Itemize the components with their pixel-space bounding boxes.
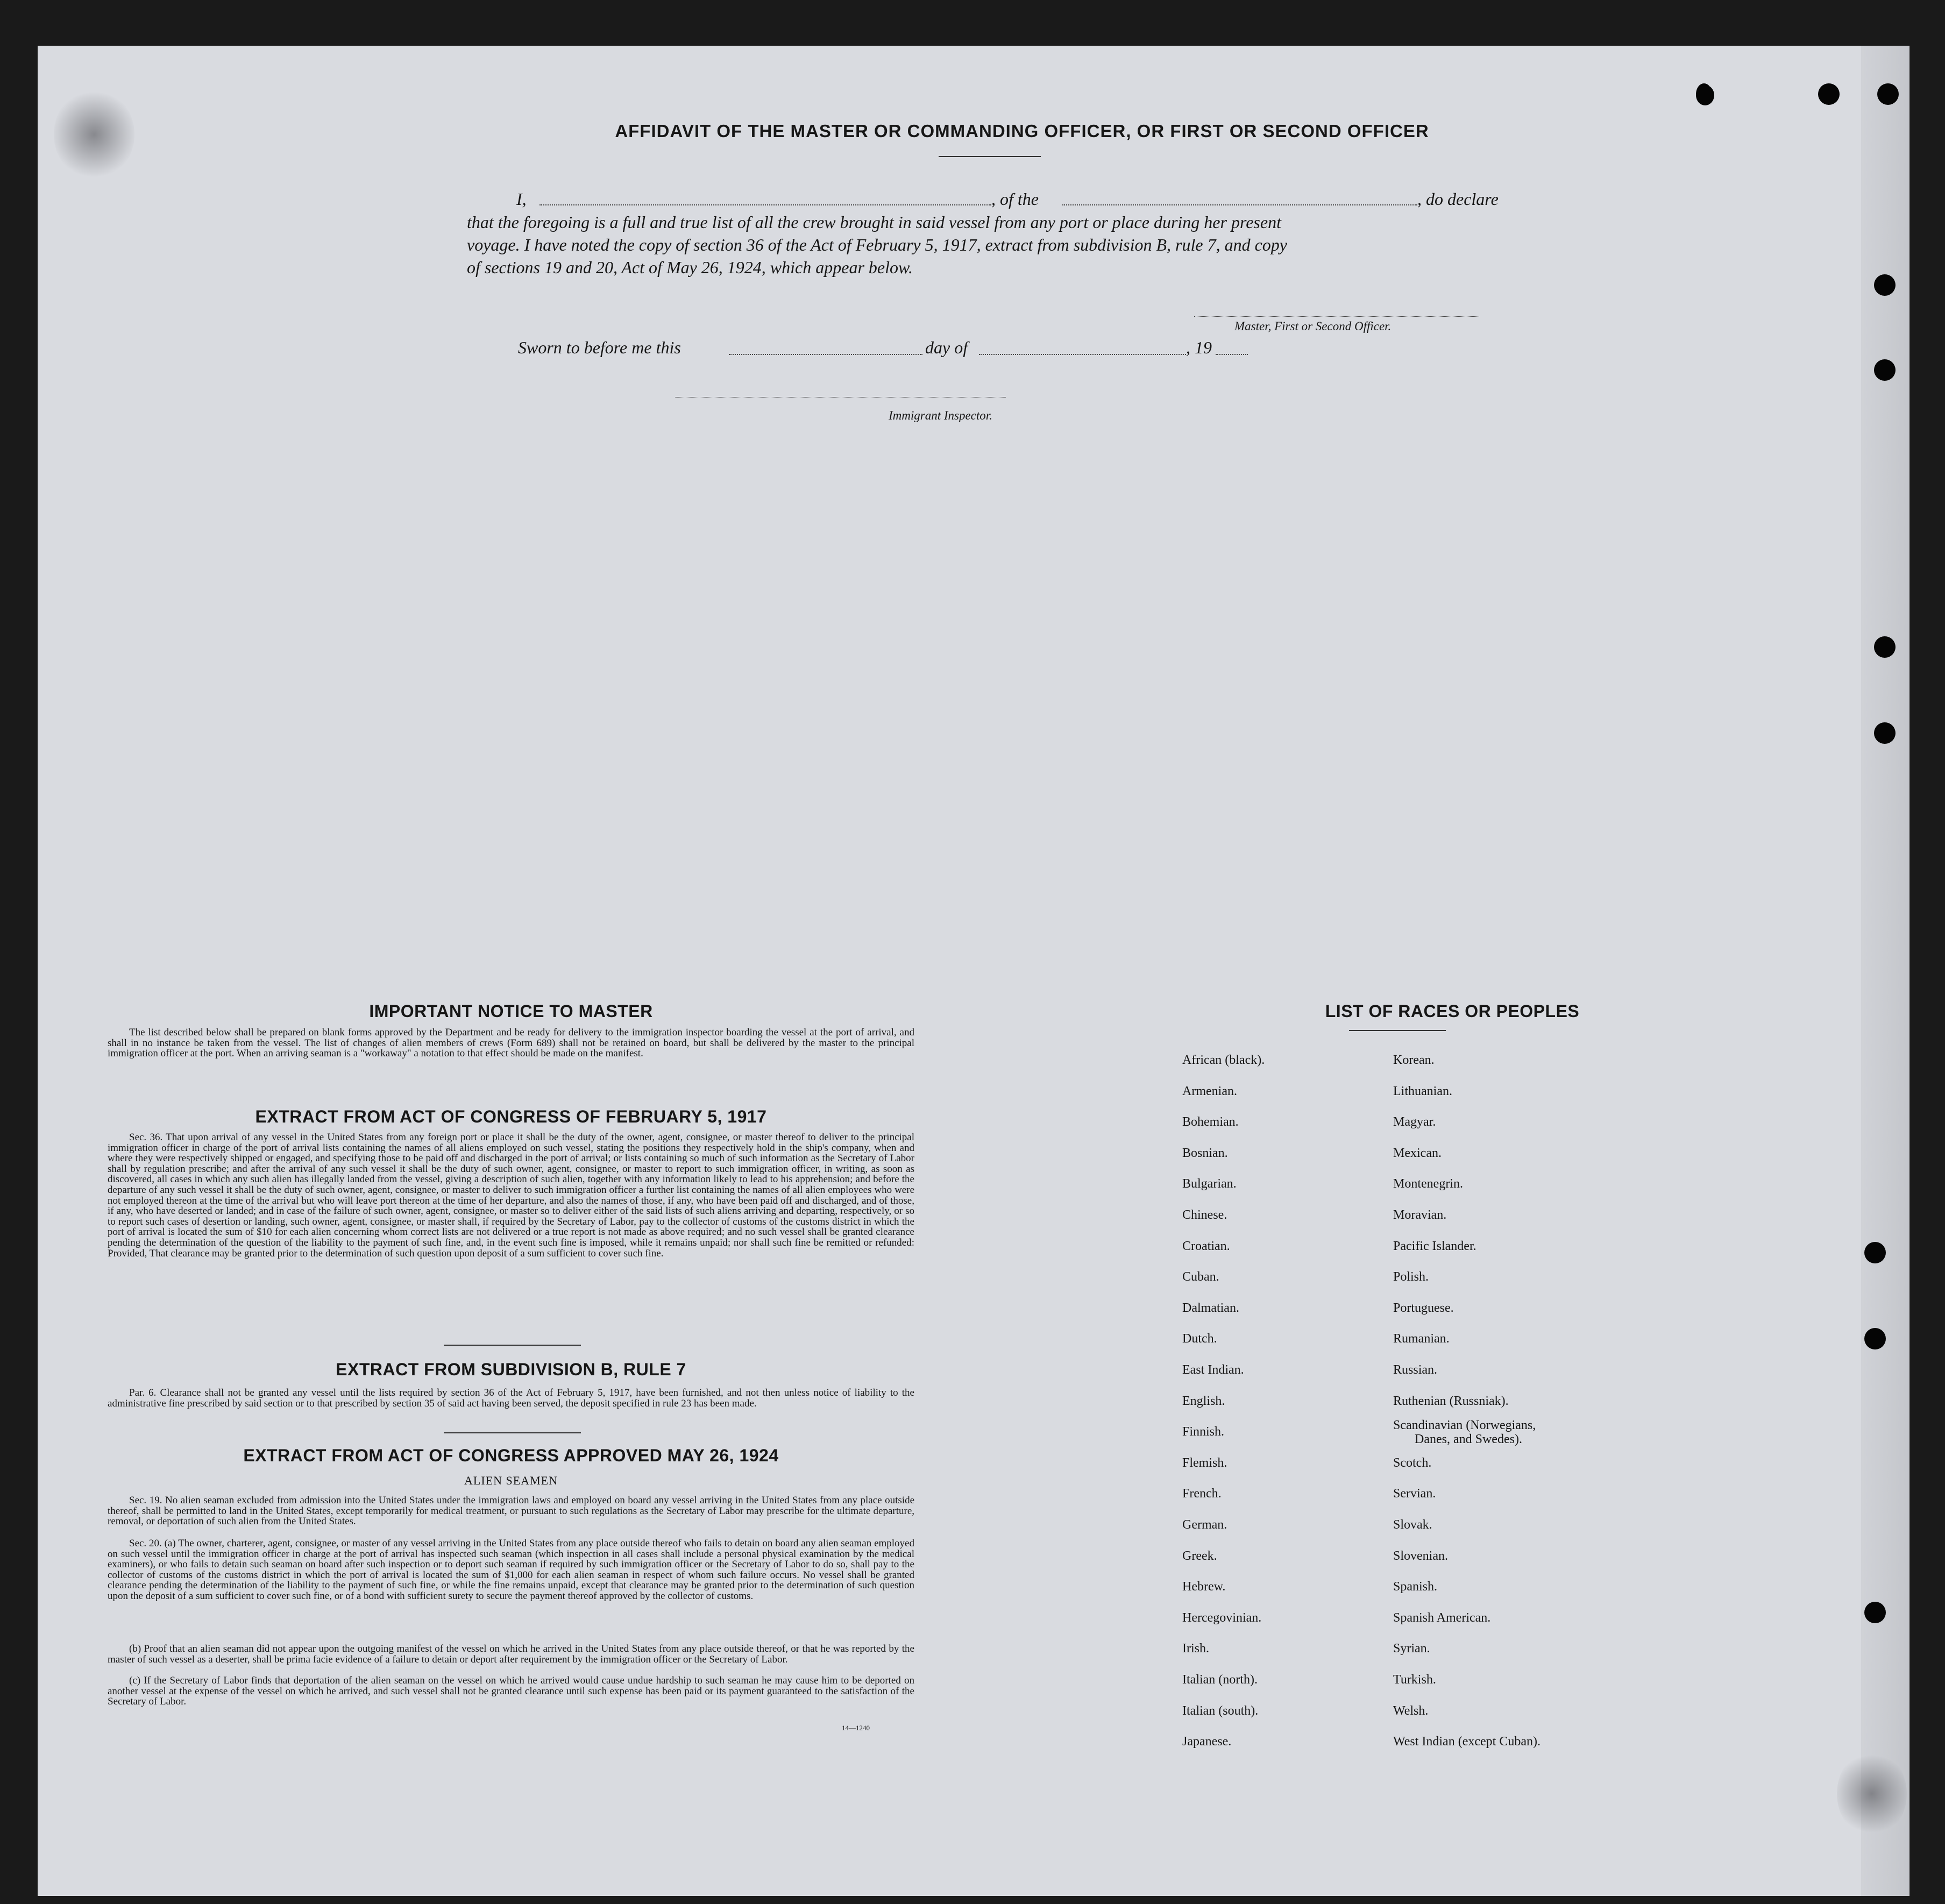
section-divider	[444, 1432, 581, 1433]
alien-seamen-subheading: ALIEN SEAMEN	[464, 1474, 558, 1487]
day-of-text: day of	[925, 338, 968, 357]
race-entry: Hercegovinian.	[1182, 1610, 1262, 1625]
affidavit-line-2: that the foregoing is a full and true list of all the crew brought in said vessel from any port or place during her present	[467, 212, 1281, 232]
race-entry: Irish.	[1182, 1642, 1209, 1656]
race-entry: Dutch.	[1182, 1332, 1217, 1346]
race-entry-continuation: Danes, and Swedes).	[1415, 1432, 1522, 1447]
stain-mark	[1837, 1751, 1907, 1837]
race-entry: Finnish.	[1182, 1425, 1225, 1439]
race-entry: Cuban.	[1182, 1270, 1219, 1284]
affidavit-line-i: I,	[516, 189, 527, 209]
race-entry: Armenian.	[1182, 1084, 1237, 1098]
sworn-year-blank[interactable]	[1216, 354, 1248, 355]
race-entry: Mexican.	[1393, 1146, 1442, 1160]
race-entry: Portuguese.	[1393, 1301, 1454, 1315]
act-1924-sec20a: Sec. 20. (a) The owner, charterer, agent, consignee, or master of any vessel arriving in the United States from any place outside thereof who fails to detain on board any alien seaman employed on such vessel until the immigration officer in charge at the port of arrival has inspected such seaman (which inspection in all cases shall include a personal physical examination by the medical examiners), or who fails to detain such seaman on board after such inspection or to deport such seaman if required by such immigration officer or the Secretary of Labor to do so, shall pay to the collector of customs of the customs district in which the port of arrival is located the sum of $1,000 for each alien seaman in respect of whom such failure occurs. No vessel shall be granted clearance pending the determination of the liability to the payment of such fine, or while the fine remains unpaid, except that clearance may be granted prior to the determination of such question upon the deposit of a sum sufficient to cover such fine, or of a bond with sufficient surety to secure the payment thereof approved by the collector of customs.	[108, 1538, 914, 1602]
punch-hole	[1864, 1328, 1886, 1349]
race-entry: Montenegrin.	[1393, 1177, 1463, 1191]
race-entry: French.	[1182, 1487, 1222, 1501]
punch-hole	[1696, 85, 1714, 105]
act-1924-sec20c: (c) If the Secretary of Labor finds that deportation of the alien seaman on the vessel on which he arrived would cause undue hardship to such seaman he may cause him to be deported on another vessel at the expense of the vessel on which he arrived, and such vessel shall not be granted clearance until such expense has been paid or its payment guaranteed to the satisfaction of the Secretary of Labor.	[108, 1675, 914, 1708]
race-entry: Croatian.	[1182, 1239, 1230, 1253]
punch-hole	[1864, 1602, 1886, 1623]
race-entry: Korean.	[1393, 1053, 1435, 1067]
race-entry: Japanese.	[1182, 1735, 1232, 1749]
form-sheet	[38, 46, 1909, 1896]
race-entry: Italian (south).	[1182, 1703, 1259, 1718]
stain-mark	[54, 89, 134, 180]
race-entry: Slovak.	[1393, 1518, 1432, 1532]
master-signature-line[interactable]	[1194, 316, 1479, 317]
sworn-month-blank[interactable]	[979, 354, 1186, 355]
name-blank[interactable]	[540, 204, 991, 205]
race-entry: Spanish American.	[1393, 1610, 1491, 1625]
race-entry: Russian.	[1393, 1363, 1438, 1377]
sworn-day-blank[interactable]	[729, 354, 922, 355]
inspector-signature-label: Immigrant Inspector.	[889, 409, 992, 422]
race-entry: Scandinavian (Norwegians,	[1393, 1418, 1536, 1433]
race-entry: German.	[1182, 1518, 1227, 1532]
notice-body: The list described below shall be prepared on blank forms approved by the Department and be ready for delivery to the immigration inspector boarding the vessel at the port of arrival, and shall in no instance be taken from the vessel. The list of changes of alien members of crews (Form 689) shall not be retained on board, but shall be delivered by the master to the principal immigration officer at the port. When an arriving seaman is a "workaway" a notation to that effect should be made on the manifest.	[108, 1027, 914, 1060]
race-entry: Magyar.	[1393, 1115, 1436, 1129]
race-entry: East Indian.	[1182, 1363, 1244, 1377]
act-1924-sec20b: (b) Proof that an alien seaman did not appear upon the outgoing manifest of the vessel on which he arrived in the United States from any place outside thereof, or that he was reported by the master of such vessel as a deserter, shall be prima facie evidence of a failure to detain or deport after requirement by the immigration officer or the Secretary of Labor.	[108, 1643, 914, 1665]
punch-hole	[1874, 359, 1896, 381]
punch-hole	[1874, 722, 1896, 744]
race-entry: Turkish.	[1393, 1673, 1436, 1687]
race-entry: Welsh.	[1393, 1703, 1429, 1718]
vessel-blank[interactable]	[1062, 204, 1417, 205]
race-entry: Bohemian.	[1182, 1115, 1239, 1129]
title-underline	[939, 156, 1041, 157]
race-entry: Flemish.	[1182, 1455, 1227, 1470]
race-entry: Greek.	[1182, 1548, 1217, 1563]
race-entry: English.	[1182, 1394, 1225, 1408]
race-entry: Moravian.	[1393, 1208, 1447, 1222]
act-1924-sec19: Sec. 19. No alien seaman excluded from admission into the United States under the immigration laws and employed on board any vessel arriving in the United States from any place outside thereof, shall be permitted to land in the United States, except temporarily for medical treatment, or pursuant to such regulations as the Secretary of Labor may prescribe for the ultimate departure, removal, or deportation of such alien from the United States.	[108, 1495, 914, 1528]
affidavit-line-3: voyage. I have noted the copy of section 36 of the Act of February 5, 1917, extract from subdivision B, rule 7, and copy	[467, 235, 1287, 254]
race-entry: Slovenian.	[1393, 1548, 1448, 1563]
race-entry: Lithuanian.	[1393, 1084, 1452, 1098]
form-number: 14—1240	[842, 1724, 870, 1732]
act-1917-body: Sec. 36. That upon arrival of any vessel in the United States from any foreign port or place it shall be the duty of the owner, agent, consignee, or master thereof to deliver to the principal immigration officer in charge of the port of arrival lists containing the names of all aliens employed on such vessel, stating the positions they respectively hold in the ship's company, when and where they were respectively shipped or engaged, and specifying those to be paid off and discharged in the port of arrival; or lists containing so much of such information as the Secretary of Labor shall by regulation prescribe; and after the arrival of any such vessel it shall be the duty of such owner, agent, consignee, or master to report to such immigration officer, in writing, as soon as discovered, all cases in which any such alien has illegally landed from the vessel, giving a description of such alien, together with any information likely to lead to his apprehension; and before the departure of any such vessel it shall be the duty of such owner, agent, consignee, or master to deliver to such immigration officer a further list containing the names of all alien employees who were not employed thereon at the time of the arrival but who will leave port thereon at the time of her departure, and also the names of those, if any, who have been paid off and discharged, and of those, if any, who have deserted or landed; and in case of the failure of such owner, agent, consignee, or master so to deliver either of the said lists of such aliens arriving and departing, respectively, or so to report such cases of desertion or landing, such owner, agent, consignee, or master shall, if required by the Secretary of Labor, pay to the collector of customs of the customs district in which the port of arrival is located the sum of $10 for each alien concerning whom correct lists are not delivered or a true report is not made as above required; and no such vessel shall be granted clearance pending the determination of the question of the liability to the payment of such fine, and, in the event such fine is imposed, while it remains unpaid; nor shall such fine be remitted or refunded: Provided, That clearance may be granted prior to the determination of such question upon deposit of a sum sufficient to cover such fine.	[108, 1132, 914, 1259]
race-entry: Syrian.	[1393, 1642, 1430, 1656]
rule-7-body: Par. 6. Clearance shall not be granted any vessel until the lists required by section 36 of the Act of February 5, 1917, have been furnished, and not then unless notice of liability to the administrative fine prescribed by said section or to that prescribed by section 35 of said act having been served, the deposit specified in rule 23 has been made.	[108, 1387, 914, 1409]
race-entry: Hebrew.	[1182, 1580, 1226, 1594]
affidavit-line-4: of sections 19 and 20, Act of May 26, 1924, which appear below.	[467, 258, 913, 277]
races-heading: LIST OF RACES OR PEOPLES	[1325, 1001, 1580, 1021]
races-heading-underline	[1349, 1030, 1446, 1031]
race-entry: Chinese.	[1182, 1208, 1227, 1222]
race-entry: Bosnian.	[1182, 1146, 1228, 1160]
punch-hole	[1874, 274, 1896, 296]
sworn-text: Sworn to before me this	[518, 338, 681, 357]
race-entry: Ruthenian (Russniak).	[1393, 1394, 1509, 1408]
race-entry: Polish.	[1393, 1270, 1429, 1284]
master-signature-label: Master, First or Second Officer.	[1234, 319, 1392, 333]
race-entry: Dalmatian.	[1182, 1301, 1239, 1315]
race-entry: Servian.	[1393, 1487, 1436, 1501]
race-entry: Bulgarian.	[1182, 1177, 1237, 1191]
race-entry: African (black).	[1182, 1053, 1265, 1067]
year-text: , 19	[1186, 338, 1212, 357]
race-entry: Spanish.	[1393, 1580, 1438, 1594]
rule-7-heading: EXTRACT FROM SUBDIVISION B, RULE 7	[336, 1360, 686, 1379]
affidavit-line-of: , of the	[991, 189, 1039, 209]
race-entry: Scotch.	[1393, 1455, 1432, 1470]
affidavit-title: AFFIDAVIT OF THE MASTER OR COMMANDING OFFICER, OR FIRST OR SECOND OFFICER	[615, 121, 1429, 141]
notice-heading: IMPORTANT NOTICE TO MASTER	[369, 1001, 653, 1021]
punch-hole	[1818, 83, 1840, 105]
race-entry: West Indian (except Cuban).	[1393, 1735, 1541, 1749]
section-divider	[444, 1345, 581, 1346]
act-1917-heading: EXTRACT FROM ACT OF CONGRESS OF FEBRUARY 5, 1917	[255, 1107, 767, 1126]
race-entry: Italian (north).	[1182, 1673, 1258, 1687]
affidavit-line-declare: , do declare	[1417, 189, 1499, 209]
act-1924-heading: EXTRACT FROM ACT OF CONGRESS APPROVED MAY 26, 1924	[243, 1446, 779, 1465]
race-entry: Pacific Islander.	[1393, 1239, 1477, 1253]
punch-hole	[1864, 1242, 1886, 1263]
race-entry: Rumanian.	[1393, 1332, 1450, 1346]
punch-hole	[1874, 636, 1896, 658]
punch-hole	[1877, 83, 1899, 105]
